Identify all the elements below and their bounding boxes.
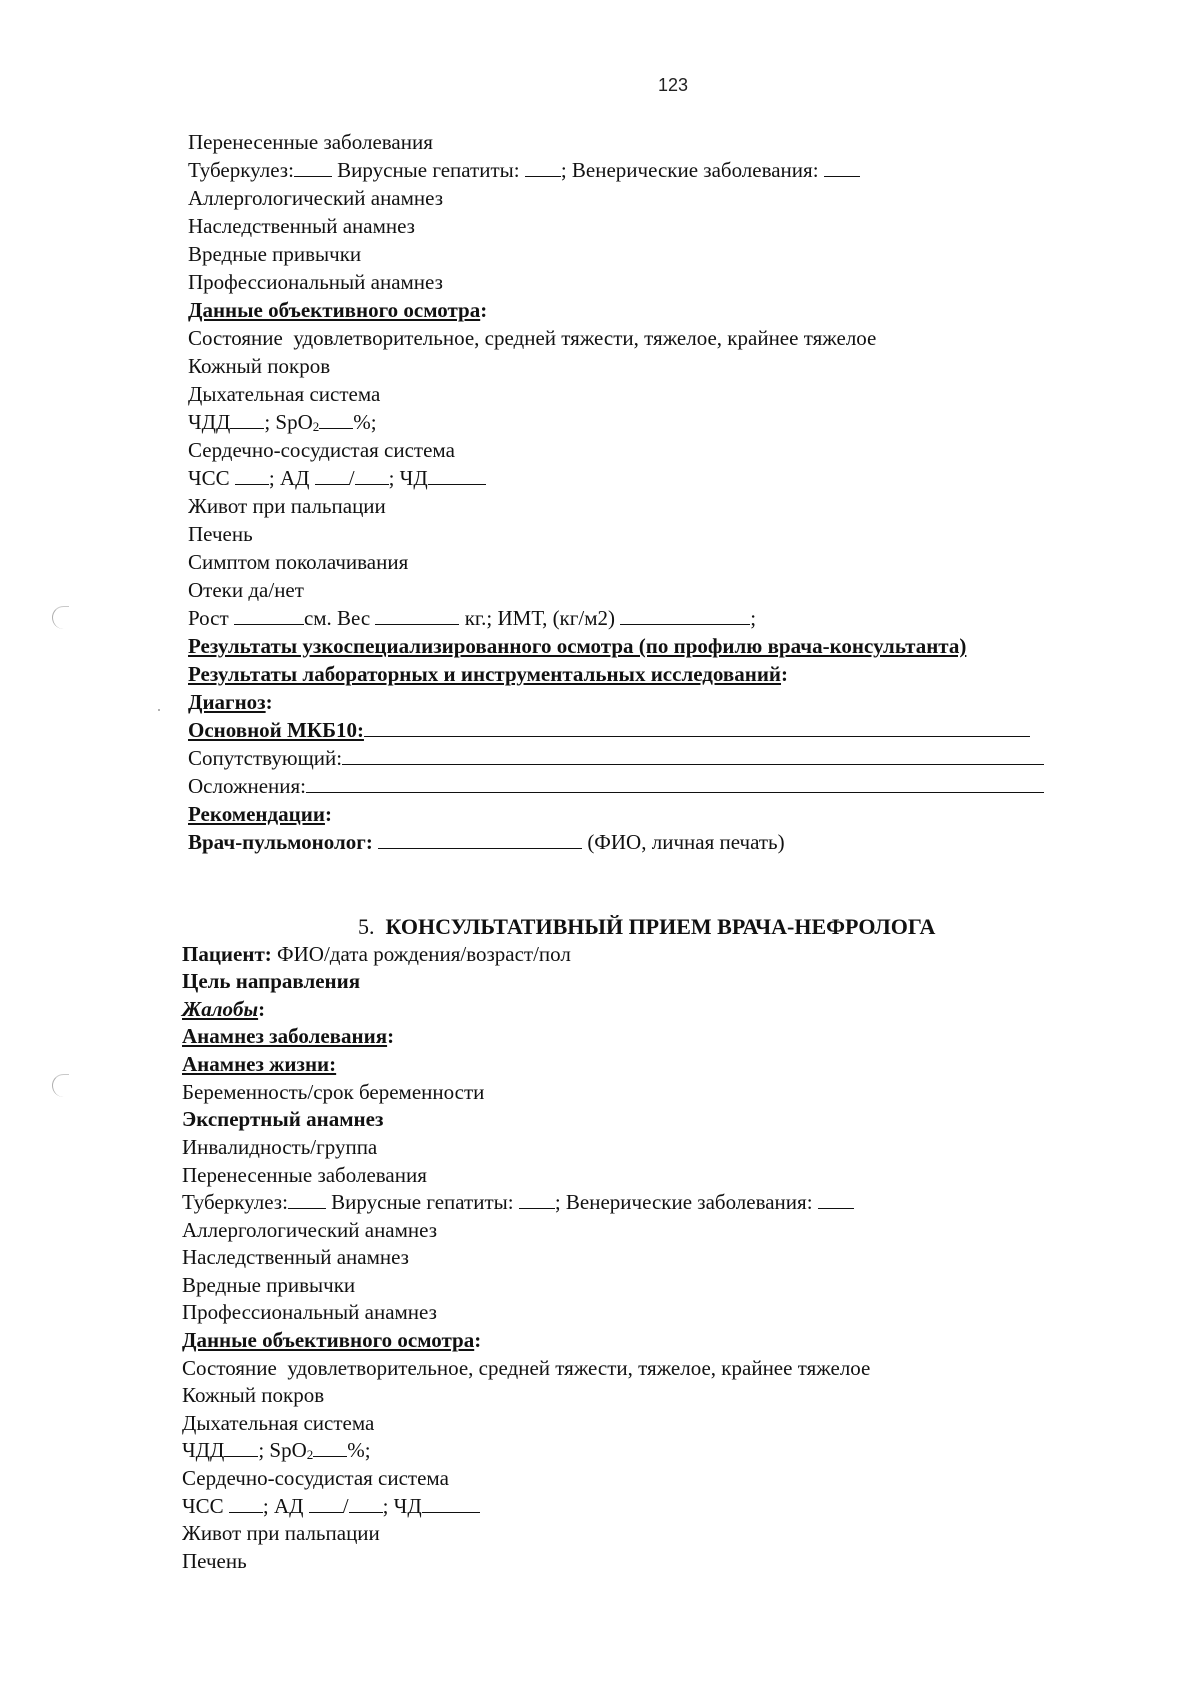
height-weight-bmi: Рост см. Вес кг.; ИМТ, (кг/м2) ;: [188, 606, 757, 630]
expert-history: Экспертный анамнез: [182, 1107, 384, 1131]
complaints: Жалобы:: [182, 997, 266, 1021]
rr-spo2-line-2: ЧДД ; SpO$_2$ %;: [182, 1438, 371, 1462]
main-diagnosis-line: Основной МКБ10:: [188, 716, 1030, 744]
doctor-signature-field[interactable]: [378, 830, 582, 849]
pregnancy: Беременность/срок беременности: [182, 1080, 485, 1104]
disease-history: Анамнез заболевания:: [182, 1024, 395, 1048]
concomitant-field[interactable]: [342, 746, 1044, 765]
hr-bp-line: ЧСС ; АД / ; ЧД: [188, 464, 486, 492]
hepatitis-field-2[interactable]: [519, 1190, 555, 1209]
respiratory-system-2: Дыхательная система: [182, 1411, 375, 1435]
lab-results: Результаты лабораторных и инструментальных исследований:: [188, 662, 789, 686]
life-history: Анамнез жизни:: [182, 1052, 337, 1076]
recommendations: Рекомендации:: [188, 802, 332, 826]
hr-bp-line-2: ЧСС ; АД / ; ЧД: [182, 1492, 480, 1520]
edema: Отеки да/нет: [188, 578, 304, 602]
liver: Печень: [188, 522, 253, 546]
height-field[interactable]: [234, 606, 304, 625]
general-state-2: Состояние удовлетворительное, средней тяжести, тяжелое, крайнее тяжелое: [182, 1356, 871, 1380]
weight-field[interactable]: [375, 606, 459, 625]
hereditary-history-2: Наследственный анамнез: [182, 1245, 409, 1269]
infections-line: Туберкулез: Вирусные гепатиты: ; Венерические заболевания:: [188, 156, 860, 184]
spo2-field[interactable]: [319, 410, 353, 429]
disability: Инвалидность/группа: [182, 1135, 378, 1159]
diagnosis: Диагноз:: [188, 690, 273, 714]
section-title: 5. КОНСУЛЬТАТИВНЫЙ ПРИЕМ ВРАЧА-НЕФРОЛОГА: [358, 914, 936, 939]
cardiovascular-system: Сердечно-сосудистая система: [188, 438, 455, 462]
punch-hole-mark: [52, 1074, 69, 1097]
hr-field-2[interactable]: [229, 1494, 263, 1513]
abdomen-palpation: Живот при пальпации: [188, 494, 386, 518]
rr-field[interactable]: [230, 410, 264, 429]
infections-line-2: Туберкулез: Вирусные гепатиты: ; Венерические заболевания:: [182, 1188, 854, 1216]
narrow-specialist-results: Результаты узкоспециализированного осмотра (по профилю врача-консультанта): [188, 634, 967, 658]
bp-systolic-field-2[interactable]: [309, 1494, 343, 1513]
referral-purpose: Цель направления: [182, 969, 361, 993]
exam-heading: Данные объективного осмотра:: [188, 298, 488, 322]
scan-dot: [158, 709, 160, 711]
allergy-history-2: Аллергологический анамнез: [182, 1218, 438, 1242]
general-state: Состояние удовлетворительное, средней тяжести, тяжелое, крайнее тяжелое: [188, 326, 877, 350]
cardiovascular-system-2: Сердечно-сосудистая система: [182, 1466, 449, 1490]
tb-field[interactable]: [294, 158, 332, 177]
skin: Кожный покров: [188, 354, 331, 378]
page-number: 123: [657, 75, 689, 95]
hepatitis-field[interactable]: [525, 158, 561, 177]
doctor-signature-line: Врач-пульмонолог: (ФИО, личная печать): [188, 830, 785, 854]
concomitant-line: Сопутствующий:: [188, 744, 1044, 772]
hereditary-history: Наследственный анамнез: [188, 214, 415, 238]
exam-heading-2: Данные объективного осмотра:: [182, 1328, 482, 1352]
rr-spo2-line: ЧДД ; SpO$_2$ %;: [188, 410, 377, 434]
occupational-history: Профессиональный анамнез: [188, 270, 443, 294]
pulse-field[interactable]: [428, 466, 486, 485]
patient-line: Пациент: ФИО/дата рождения/возраст/пол: [182, 942, 571, 966]
bp-diastolic-field-2[interactable]: [349, 1494, 383, 1513]
skin-2: Кожный покров: [182, 1383, 325, 1407]
bad-habits-2: Вредные привычки: [182, 1273, 356, 1297]
main-diagnosis-field[interactable]: [364, 718, 1030, 737]
punch-hole-mark: [52, 606, 69, 629]
complications-line: Осложнения:: [188, 772, 1044, 800]
liver-2: Печень: [182, 1549, 247, 1573]
complications-field[interactable]: [306, 774, 1044, 793]
bp-diastolic-field[interactable]: [355, 466, 389, 485]
bp-systolic-field[interactable]: [315, 466, 349, 485]
past-diseases: Перенесенные заболевания: [188, 130, 433, 154]
tb-field-2[interactable]: [288, 1190, 326, 1209]
hr-field[interactable]: [235, 466, 269, 485]
allergy-history: Аллергологический анамнез: [188, 186, 444, 210]
tapping-symptom: Симптом поколачивания: [188, 550, 409, 574]
spo2-field-2[interactable]: [313, 1438, 347, 1457]
abdomen-palpation-2: Живот при пальпации: [182, 1521, 380, 1545]
respiratory-system: Дыхательная система: [188, 382, 381, 406]
bmi-field[interactable]: [620, 606, 750, 625]
bad-habits: Вредные привычки: [188, 242, 362, 266]
occupational-history-2: Профессиональный анамнез: [182, 1300, 437, 1324]
venereal-field-2[interactable]: [818, 1190, 854, 1209]
rr-field-2[interactable]: [224, 1438, 258, 1457]
past-diseases-2: Перенесенные заболевания: [182, 1163, 427, 1187]
pulse-field-2[interactable]: [422, 1494, 480, 1513]
venereal-field[interactable]: [824, 158, 860, 177]
